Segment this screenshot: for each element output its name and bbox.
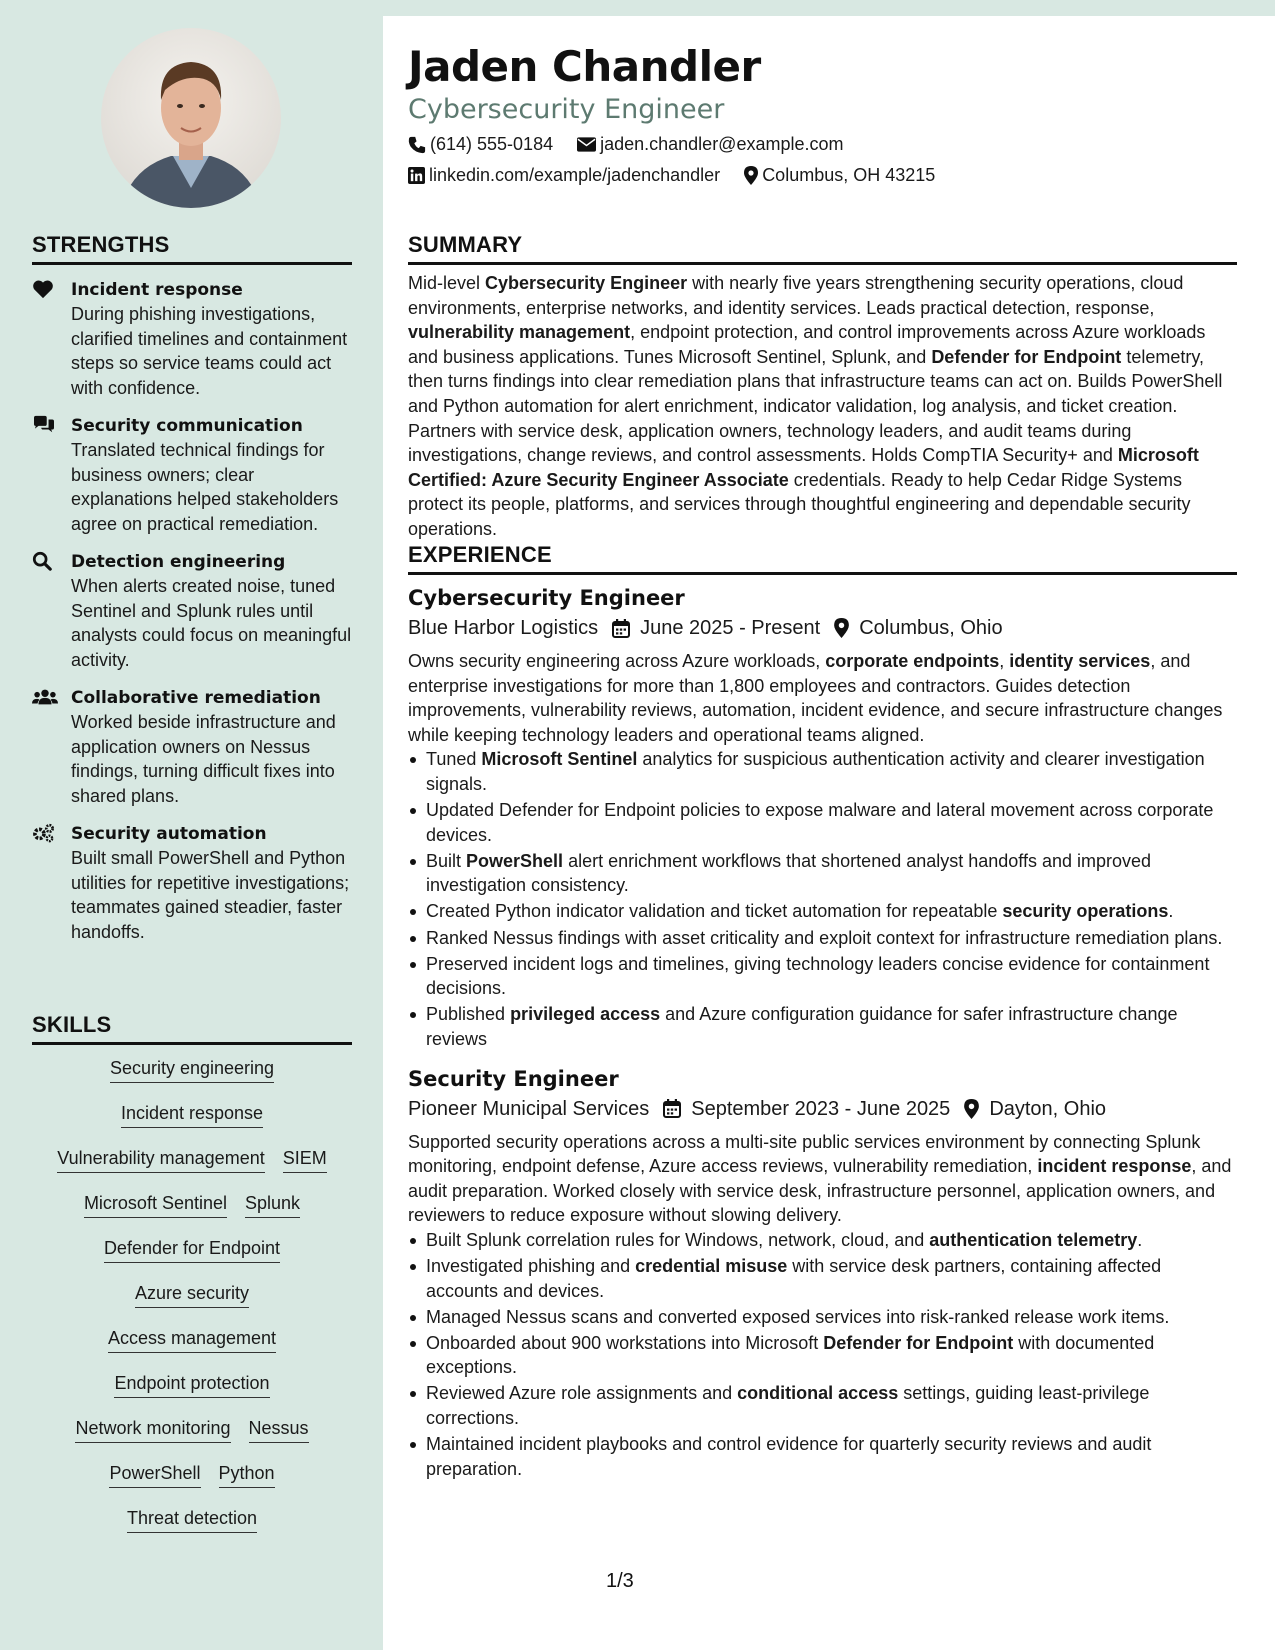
text-run: Onboarded about 900 workstations into Microsoft <box>426 1332 824 1353</box>
text-run: , and audit preparation. Worked closely with service desk, infrastructure personnel, application owners, and reviewers to reduce exposure without slowing delivery. <box>408 1156 1232 1226</box>
sidebar <box>0 0 383 1650</box>
text-run: Built Splunk correlation rules for Windows, network, cloud, and <box>426 1229 930 1250</box>
list-item <box>408 1254 1237 1303</box>
job-entry <box>408 583 1237 1052</box>
job-location <box>964 1094 1106 1124</box>
job-description <box>408 649 1237 747</box>
text-run: and Azure configuration guidance for safer infrastructure change reviews <box>426 1004 1178 1049</box>
list-item <box>408 1432 1237 1481</box>
list-item <box>408 1228 1237 1253</box>
bold-phrase: conditional access <box>737 1383 899 1404</box>
page-number: 1/3 <box>606 1570 634 1592</box>
skill-tag: Security engineering <box>110 1057 274 1083</box>
text-run: Investigated phishing and <box>426 1255 636 1276</box>
bold-phrase: incident response <box>1037 1156 1192 1177</box>
summary-text <box>408 271 1237 542</box>
bold-phrase: credential misuse <box>635 1255 788 1276</box>
text-run: Supported security operations across a multi-site public services environment by connecting Splunk monitoring, endpoint defense, Azure access reviews, vulnerability remediation, <box>408 1131 1201 1177</box>
skill-tag: Incident response <box>121 1102 263 1128</box>
strength-title: Security communication <box>71 416 303 436</box>
skill-tag: Defender for Endpoint <box>104 1237 280 1263</box>
strength-item <box>32 686 352 808</box>
job-location <box>834 613 1002 643</box>
strength-title: Incident response <box>71 280 243 300</box>
company-name: Blue Harbor Logistics <box>408 617 599 639</box>
comments-icon <box>32 415 56 435</box>
job-location-text: Columbus, Ohio <box>859 617 1003 639</box>
skill-row <box>32 1192 352 1237</box>
job-dates <box>663 1094 950 1124</box>
skill-row <box>32 1102 352 1147</box>
envelope-icon <box>577 137 596 152</box>
bold-phrase: Defender for Endpoint <box>823 1332 1014 1353</box>
job-title: Security Engineer <box>408 1066 619 1091</box>
text-run: Tuned <box>426 749 482 770</box>
text-run: . <box>1137 1229 1143 1250</box>
job-entry <box>408 1064 1237 1482</box>
skill-tag: Endpoint protection <box>114 1372 269 1398</box>
list-item <box>408 1305 1237 1330</box>
job-bullets <box>408 1228 1237 1481</box>
job-dates-text: September 2023 - June 2025 <box>691 1097 951 1120</box>
search-icon <box>32 551 56 571</box>
bold-phrase: Microsoft Sentinel <box>481 749 638 770</box>
text-run: credentials. Ready to help Cedar Ridge Systems protect its people, platforms, and services through thoughtful engineering and dependable security operations. <box>408 469 1191 539</box>
text-run: Preserved incident logs and timelines, giving technology leaders concise evidence for containment decisions. <box>426 953 1210 999</box>
text-run: settings, guiding least-privilege corrections. <box>426 1383 1150 1429</box>
skill-row <box>32 1147 352 1192</box>
job-meta <box>408 1094 1237 1124</box>
bold-phrase: identity services <box>1009 651 1151 671</box>
strength-item <box>32 414 352 536</box>
skill-row <box>32 1372 352 1417</box>
skill-tag: Azure security <box>135 1282 249 1308</box>
job-dates <box>612 613 820 643</box>
strength-title: Detection engineering <box>71 552 286 572</box>
job-location-text: Dayton, Ohio <box>989 1097 1107 1120</box>
contact-line-2 <box>408 165 959 186</box>
map-pin-icon <box>964 1099 979 1119</box>
strength-description: Translated technical findings for business owners; clear explanations helped stakeholders agree on practical remediation. <box>71 440 339 534</box>
text-run: Reviewed Azure role assignments and <box>426 1383 738 1404</box>
skills-title: SKILLS <box>32 1012 352 1045</box>
bold-phrase: privileged access <box>510 1004 661 1025</box>
strength-description: Built small PowerShell and Python utilities for repetitive investigations; teammates gained steadier, faster handoffs. <box>71 848 350 942</box>
text-run: with nearly five years strengthening security operations, cloud environments, enterprise networks, and identity services. Leads practical detection, response, <box>408 273 1184 318</box>
strength-item <box>32 550 352 672</box>
skill-tag: PowerShell <box>109 1462 200 1488</box>
text-run: alert enrichment workflows that shortened analyst handoffs and improved investigation consistency. <box>426 850 1152 896</box>
bold-phrase: corporate endpoints <box>825 651 1000 671</box>
text-run: , and enterprise investigations for more than 1,800 employees and contractors. Guides detection improvements, vulnerability reviews, automation, incident evidence, and secure infrastructure changes while keeping technology leaders and operational teams aligned. <box>408 651 1223 745</box>
bold-phrase: Defender for Endpoint <box>931 346 1122 367</box>
bold-phrase: Cybersecurity Engineer <box>485 273 688 293</box>
heart-icon <box>32 279 56 299</box>
list-item <box>408 926 1237 951</box>
skill-row <box>32 1327 352 1372</box>
list-item <box>408 952 1237 1001</box>
calendar-icon <box>612 619 630 638</box>
linkedin-icon <box>408 167 425 184</box>
linkedin-contact <box>408 165 720 186</box>
map-pin-icon <box>834 618 849 638</box>
linkedin-url: linkedin.com/example/jadenchandler <box>429 165 721 185</box>
job-dates-text: June 2025 - Present <box>640 617 821 639</box>
strength-description: Worked beside infrastructure and application owners on Nessus findings, turning difficult fixes into shared plans. <box>71 712 336 806</box>
text-run: telemetry, then turns findings into clear remediation plans that infrastructure teams can act on. Builds PowerShell and Python automation for alert enrichment, indicator validation, log analysis, and ticket creation. Partners with service desk, application owners, technology leaders, and audit teams during investigations, change reviews, and control assessments. Holds CompTIA Security+ and <box>408 346 1223 466</box>
text-run: , <box>999 651 1010 671</box>
text-run: , endpoint protection, and control improvements across Azure workloads and business applications. Tunes Microsoft Sentinel, Splunk, and <box>408 322 1206 367</box>
email-contact <box>577 134 843 155</box>
list-item <box>408 849 1237 898</box>
skills-list <box>32 1057 352 1552</box>
text-run: analytics for suspicious authentication activity and clearer investigation signals. <box>426 749 1205 794</box>
experience-section <box>408 542 1237 1483</box>
skill-tag: Splunk <box>245 1192 300 1218</box>
list-item <box>408 899 1237 924</box>
calendar-icon <box>663 1099 681 1118</box>
candidate-name: Jaden Chandler <box>408 42 761 91</box>
experience-title: EXPERIENCE <box>408 542 1237 575</box>
list-item <box>408 1331 1237 1380</box>
summary-title: SUMMARY <box>408 232 1237 265</box>
skill-tag: Nessus <box>249 1417 309 1443</box>
company-name: Pioneer Municipal Services <box>408 1097 650 1120</box>
list-item <box>408 1381 1237 1430</box>
strength-item <box>32 278 352 400</box>
skill-tag: Vulnerability management <box>57 1147 264 1173</box>
candidate-role: Cybersecurity Engineer <box>408 94 725 125</box>
skill-tag: Access management <box>108 1327 276 1353</box>
job-meta <box>408 613 1237 643</box>
bold-phrase: Microsoft Certified: Azure Security Engineer Associate <box>408 445 1199 490</box>
text-run: . <box>1168 901 1174 922</box>
text-run: with service desk partners, containing affected accounts and devices. <box>426 1255 1162 1301</box>
skill-row <box>32 1417 352 1462</box>
skill-tag: Threat detection <box>127 1507 257 1533</box>
strength-description: When alerts created noise, tuned Sentinel and Splunk rules until analysts could focus on meaningful activity. <box>71 576 352 670</box>
skill-tag: SIEM <box>283 1147 327 1173</box>
list-item <box>408 798 1237 847</box>
main-content <box>383 16 1275 1650</box>
strengths-section <box>32 232 352 944</box>
bold-phrase: vulnerability management <box>408 322 631 343</box>
job-title: Cybersecurity Engineer <box>408 586 685 610</box>
skill-row <box>32 1237 352 1282</box>
job-description <box>408 1130 1237 1228</box>
avatar <box>101 28 281 208</box>
gears-icon <box>32 823 56 843</box>
strength-title: Security automation <box>71 824 267 844</box>
text-run: Updated Defender for Endpoint policies to expose malware and lateral movement across corporate devices. <box>426 800 1214 845</box>
text-run: Ranked Nessus findings with asset criticality and exploit context for infrastructure remediation plans. <box>426 927 1223 948</box>
text-run: Maintained incident playbooks and control evidence for quarterly security reviews and audit preparation. <box>426 1434 1152 1479</box>
list-item <box>408 1002 1237 1051</box>
skill-row <box>32 1282 352 1327</box>
phone-icon <box>408 136 426 154</box>
job-bullets <box>408 747 1237 1051</box>
phone-number: (614) 555-0184 <box>430 134 554 154</box>
skill-row <box>32 1507 352 1552</box>
skill-row <box>32 1057 352 1102</box>
location-contact <box>744 165 935 186</box>
strength-title: Collaborative remediation <box>71 688 321 708</box>
skill-row <box>32 1462 352 1507</box>
skills-section <box>32 1012 352 1552</box>
text-run: Built <box>426 850 467 871</box>
strength-item <box>32 822 352 944</box>
bold-phrase: security operations <box>1002 901 1169 922</box>
text-run: Published <box>426 1004 511 1025</box>
strengths-title: STRENGTHS <box>32 232 352 265</box>
strength-description: During phishing investigations, clarified timelines and containment steps so service teams could act with confidence. <box>71 304 348 398</box>
skill-tag: Network monitoring <box>75 1417 230 1443</box>
email-address: jaden.chandler@example.com <box>600 134 844 154</box>
bold-phrase: PowerShell <box>466 850 564 871</box>
text-run: Mid-level <box>408 273 486 293</box>
skill-tag: Python <box>219 1462 275 1488</box>
text-run: Owns security engineering across Azure workloads, <box>408 651 826 671</box>
skill-tag: Microsoft Sentinel <box>84 1192 227 1218</box>
summary-section <box>408 232 1237 542</box>
text-run: Created Python indicator validation and ticket automation for repeatable <box>426 901 1003 922</box>
map-pin-icon <box>744 166 758 185</box>
bold-phrase: authentication telemetry <box>929 1229 1138 1250</box>
phone-contact <box>408 134 553 155</box>
text-run: with documented exceptions. <box>426 1332 1155 1378</box>
contact-line-1 <box>408 134 868 155</box>
list-item <box>408 747 1237 796</box>
users-icon <box>32 687 56 707</box>
job-list <box>408 583 1237 1481</box>
text-run: Managed Nessus scans and converted exposed services into risk-ranked release work items. <box>426 1306 1170 1327</box>
location-text: Columbus, OH 43215 <box>762 165 936 185</box>
